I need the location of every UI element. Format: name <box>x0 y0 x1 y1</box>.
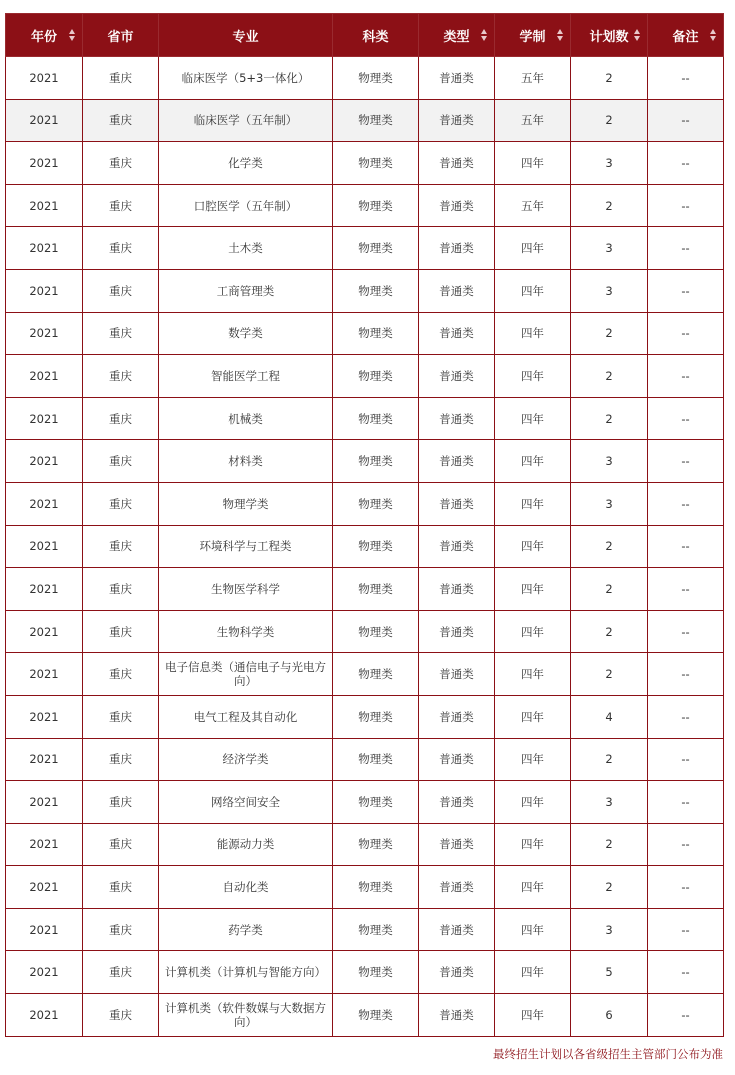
cell-col-plan-count: 3 <box>571 269 648 312</box>
cell-col-major: 临床医学（5+3一体化） <box>159 57 333 100</box>
cell-col-type: 普通类 <box>419 227 495 270</box>
cell-col-province: 重庆 <box>83 610 159 653</box>
cell-col-year: 2021 <box>6 57 83 100</box>
cell-col-duration: 四年 <box>495 397 571 440</box>
cell-col-major: 能源动力类 <box>159 823 333 866</box>
table-row <box>6 951 724 994</box>
cell-col-remarks: -- <box>648 695 724 738</box>
table-row <box>6 227 724 270</box>
cell-col-year: 2021 <box>6 823 83 866</box>
cell-col-major: 计算机类（计算机与智能方向） <box>159 951 333 994</box>
cell-col-type: 普通类 <box>419 397 495 440</box>
cell-col-major: 网络空间安全 <box>159 781 333 824</box>
cell-col-remarks: -- <box>648 142 724 185</box>
cell-col-year: 2021 <box>6 653 83 696</box>
cell-col-province: 重庆 <box>83 312 159 355</box>
cell-col-subject-category: 物理类 <box>333 440 419 483</box>
cell-col-remarks: -- <box>648 568 724 611</box>
cell-col-province: 重庆 <box>83 568 159 611</box>
table-row <box>6 57 724 100</box>
table-row <box>6 99 724 142</box>
table-row <box>6 482 724 525</box>
cell-col-year: 2021 <box>6 951 83 994</box>
cell-col-remarks: -- <box>648 99 724 142</box>
cell-col-plan-count: 2 <box>571 738 648 781</box>
cell-col-plan-count: 2 <box>571 610 648 653</box>
cell-col-major: 化学类 <box>159 142 333 185</box>
cell-col-duration: 四年 <box>495 866 571 909</box>
cell-col-duration: 四年 <box>495 227 571 270</box>
cell-col-plan-count: 3 <box>571 908 648 951</box>
cell-col-subject-category: 物理类 <box>333 738 419 781</box>
sort-arrows-icon[interactable] <box>69 28 77 42</box>
cell-col-subject-category: 物理类 <box>333 142 419 185</box>
cell-col-year: 2021 <box>6 397 83 440</box>
cell-col-major: 物理学类 <box>159 482 333 525</box>
cell-col-province: 重庆 <box>83 866 159 909</box>
cell-col-duration: 四年 <box>495 525 571 568</box>
cell-col-type: 普通类 <box>419 610 495 653</box>
cell-col-province: 重庆 <box>83 908 159 951</box>
cell-col-duration: 四年 <box>495 951 571 994</box>
cell-col-subject-category: 物理类 <box>333 57 419 100</box>
cell-col-remarks: -- <box>648 866 724 909</box>
cell-col-province: 重庆 <box>83 355 159 398</box>
cell-col-remarks: -- <box>648 57 724 100</box>
cell-col-remarks: -- <box>648 951 724 994</box>
cell-col-remarks: -- <box>648 994 724 1037</box>
table-row <box>6 440 724 483</box>
cell-col-subject-category: 物理类 <box>333 227 419 270</box>
cell-col-major: 药学类 <box>159 908 333 951</box>
cell-col-province: 重庆 <box>83 184 159 227</box>
cell-col-type: 普通类 <box>419 269 495 312</box>
cell-col-subject-category: 物理类 <box>333 951 419 994</box>
table-row <box>6 994 724 1037</box>
cell-col-duration: 四年 <box>495 823 571 866</box>
cell-col-duration: 四年 <box>495 695 571 738</box>
cell-col-province: 重庆 <box>83 482 159 525</box>
cell-col-plan-count: 2 <box>571 355 648 398</box>
cell-col-plan-count: 5 <box>571 951 648 994</box>
cell-col-remarks: -- <box>648 610 724 653</box>
cell-col-province: 重庆 <box>83 440 159 483</box>
header-label: 备注 <box>672 29 699 45</box>
cell-col-subject-category: 物理类 <box>333 823 419 866</box>
cell-col-plan-count: 2 <box>571 184 648 227</box>
cell-col-duration: 四年 <box>495 482 571 525</box>
cell-col-major: 环境科学与工程类 <box>159 525 333 568</box>
cell-col-remarks: -- <box>648 227 724 270</box>
cell-col-subject-category: 物理类 <box>333 994 419 1037</box>
cell-col-major: 自动化类 <box>159 866 333 909</box>
cell-col-major: 工商管理类 <box>159 269 333 312</box>
cell-col-province: 重庆 <box>83 142 159 185</box>
cell-col-remarks: -- <box>648 653 724 696</box>
cell-col-remarks: -- <box>648 184 724 227</box>
cell-col-type: 普通类 <box>419 482 495 525</box>
cell-col-duration: 五年 <box>495 184 571 227</box>
cell-col-remarks: -- <box>648 908 724 951</box>
cell-col-type: 普通类 <box>419 99 495 142</box>
cell-col-remarks: -- <box>648 312 724 355</box>
cell-col-plan-count: 6 <box>571 994 648 1037</box>
cell-col-major: 电子信息类（通信电子与光电方向） <box>159 653 333 696</box>
cell-col-province: 重庆 <box>83 823 159 866</box>
cell-col-type: 普通类 <box>419 653 495 696</box>
header-col-major <box>159 14 333 57</box>
header-label: 科类 <box>362 29 389 45</box>
header-col-year[interactable] <box>6 14 83 57</box>
cell-col-province: 重庆 <box>83 99 159 142</box>
cell-col-type: 普通类 <box>419 994 495 1037</box>
cell-col-major: 临床医学（五年制） <box>159 99 333 142</box>
cell-col-duration: 四年 <box>495 781 571 824</box>
cell-col-plan-count: 2 <box>571 823 648 866</box>
cell-col-year: 2021 <box>6 568 83 611</box>
cell-col-remarks: -- <box>648 823 724 866</box>
cell-col-subject-category: 物理类 <box>333 312 419 355</box>
cell-col-subject-category: 物理类 <box>333 695 419 738</box>
cell-col-year: 2021 <box>6 695 83 738</box>
table-row <box>6 610 724 653</box>
sort-arrows-icon[interactable] <box>634 28 642 42</box>
table-row <box>6 312 724 355</box>
table-body <box>6 57 724 1037</box>
cell-col-year: 2021 <box>6 994 83 1037</box>
cell-col-duration: 四年 <box>495 738 571 781</box>
cell-col-province: 重庆 <box>83 653 159 696</box>
plan-table-container <box>5 13 723 1037</box>
cell-col-plan-count: 2 <box>571 525 648 568</box>
cell-col-year: 2021 <box>6 610 83 653</box>
cell-col-province: 重庆 <box>83 738 159 781</box>
cell-col-type: 普通类 <box>419 568 495 611</box>
cell-col-type: 普通类 <box>419 440 495 483</box>
cell-col-duration: 四年 <box>495 610 571 653</box>
header-label: 学制 <box>519 29 546 45</box>
cell-col-type: 普通类 <box>419 184 495 227</box>
cell-col-major: 数学类 <box>159 312 333 355</box>
cell-col-plan-count: 3 <box>571 142 648 185</box>
cell-col-subject-category: 物理类 <box>333 525 419 568</box>
cell-col-plan-count: 2 <box>571 57 648 100</box>
cell-col-major: 口腔医学（五年制） <box>159 184 333 227</box>
sort-arrows-icon[interactable] <box>710 28 718 42</box>
table-row <box>6 142 724 185</box>
header-label: 专业 <box>232 29 259 45</box>
cell-col-year: 2021 <box>6 142 83 185</box>
cell-col-type: 普通类 <box>419 525 495 568</box>
cell-col-year: 2021 <box>6 908 83 951</box>
cell-col-type: 普通类 <box>419 57 495 100</box>
cell-col-duration: 四年 <box>495 142 571 185</box>
cell-col-remarks: -- <box>648 355 724 398</box>
cell-col-subject-category: 物理类 <box>333 355 419 398</box>
header-col-plan-count[interactable] <box>571 14 648 57</box>
cell-col-duration: 四年 <box>495 440 571 483</box>
cell-col-duration: 四年 <box>495 355 571 398</box>
table-row <box>6 355 724 398</box>
table-row <box>6 738 724 781</box>
cell-col-major: 经济学类 <box>159 738 333 781</box>
table-row <box>6 269 724 312</box>
header-col-type[interactable] <box>419 14 495 57</box>
cell-col-province: 重庆 <box>83 227 159 270</box>
cell-col-plan-count: 2 <box>571 99 648 142</box>
header-label: 年份 <box>30 29 57 45</box>
cell-col-year: 2021 <box>6 227 83 270</box>
cell-col-year: 2021 <box>6 866 83 909</box>
enrollment-plan-table <box>5 13 724 1037</box>
cell-col-year: 2021 <box>6 482 83 525</box>
cell-col-subject-category: 物理类 <box>333 568 419 611</box>
cell-col-remarks: -- <box>648 738 724 781</box>
cell-col-province: 重庆 <box>83 269 159 312</box>
cell-col-year: 2021 <box>6 440 83 483</box>
cell-col-type: 普通类 <box>419 695 495 738</box>
cell-col-major: 土木类 <box>159 227 333 270</box>
header-col-remarks[interactable] <box>648 14 724 57</box>
table-row <box>6 397 724 440</box>
header-col-province <box>83 14 159 57</box>
header-col-subject-category <box>333 14 419 57</box>
cell-col-remarks: -- <box>648 781 724 824</box>
cell-col-type: 普通类 <box>419 142 495 185</box>
cell-col-year: 2021 <box>6 781 83 824</box>
table-row <box>6 525 724 568</box>
cell-col-subject-category: 物理类 <box>333 653 419 696</box>
cell-col-province: 重庆 <box>83 951 159 994</box>
cell-col-remarks: -- <box>648 397 724 440</box>
cell-col-year: 2021 <box>6 312 83 355</box>
cell-col-plan-count: 2 <box>571 866 648 909</box>
cell-col-province: 重庆 <box>83 695 159 738</box>
cell-col-year: 2021 <box>6 355 83 398</box>
cell-col-province: 重庆 <box>83 397 159 440</box>
cell-col-remarks: -- <box>648 440 724 483</box>
cell-col-year: 2021 <box>6 184 83 227</box>
cell-col-plan-count: 3 <box>571 482 648 525</box>
cell-col-duration: 四年 <box>495 568 571 611</box>
cell-col-plan-count: 3 <box>571 781 648 824</box>
table-row <box>6 781 724 824</box>
cell-col-subject-category: 物理类 <box>333 482 419 525</box>
cell-col-remarks: -- <box>648 482 724 525</box>
cell-col-subject-category: 物理类 <box>333 99 419 142</box>
cell-col-subject-category: 物理类 <box>333 397 419 440</box>
cell-col-plan-count: 2 <box>571 312 648 355</box>
cell-col-subject-category: 物理类 <box>333 610 419 653</box>
cell-col-type: 普通类 <box>419 866 495 909</box>
cell-col-major: 生物科学类 <box>159 610 333 653</box>
cell-col-duration: 四年 <box>495 908 571 951</box>
cell-col-province: 重庆 <box>83 994 159 1037</box>
table-row <box>6 568 724 611</box>
cell-col-type: 普通类 <box>419 781 495 824</box>
table-row <box>6 695 724 738</box>
cell-col-major: 电气工程及其自动化 <box>159 695 333 738</box>
header-label: 计划数 <box>589 29 629 45</box>
cell-col-year: 2021 <box>6 269 83 312</box>
cell-col-subject-category: 物理类 <box>333 781 419 824</box>
cell-col-duration: 四年 <box>495 269 571 312</box>
cell-col-duration: 四年 <box>495 312 571 355</box>
cell-col-plan-count: 2 <box>571 568 648 611</box>
cell-col-major: 计算机类（软件数媒与大数据方向） <box>159 994 333 1037</box>
cell-col-province: 重庆 <box>83 57 159 100</box>
cell-col-major: 材料类 <box>159 440 333 483</box>
header-col-duration[interactable] <box>495 14 571 57</box>
cell-col-major: 智能医学工程 <box>159 355 333 398</box>
cell-col-year: 2021 <box>6 99 83 142</box>
cell-col-plan-count: 2 <box>571 653 648 696</box>
cell-col-subject-category: 物理类 <box>333 184 419 227</box>
cell-col-duration: 四年 <box>495 994 571 1037</box>
table-row <box>6 184 724 227</box>
cell-col-type: 普通类 <box>419 355 495 398</box>
cell-col-plan-count: 3 <box>571 227 648 270</box>
sort-arrows-icon[interactable] <box>481 28 489 42</box>
cell-col-subject-category: 物理类 <box>333 866 419 909</box>
footnote: 最终招生计划以各省级招生主管部门公布为准 <box>493 1047 723 1061</box>
table-row <box>6 653 724 696</box>
cell-col-subject-category: 物理类 <box>333 908 419 951</box>
cell-col-type: 普通类 <box>419 951 495 994</box>
table-row <box>6 823 724 866</box>
cell-col-type: 普通类 <box>419 823 495 866</box>
cell-col-duration: 四年 <box>495 653 571 696</box>
cell-col-province: 重庆 <box>83 781 159 824</box>
cell-col-plan-count: 3 <box>571 440 648 483</box>
cell-col-type: 普通类 <box>419 908 495 951</box>
table-row <box>6 866 724 909</box>
cell-col-duration: 五年 <box>495 57 571 100</box>
cell-col-duration: 五年 <box>495 99 571 142</box>
cell-col-subject-category: 物理类 <box>333 269 419 312</box>
sort-arrows-icon[interactable] <box>557 28 565 42</box>
cell-col-year: 2021 <box>6 738 83 781</box>
cell-col-province: 重庆 <box>83 525 159 568</box>
cell-col-remarks: -- <box>648 525 724 568</box>
cell-col-major: 生物医学科学 <box>159 568 333 611</box>
cell-col-major: 机械类 <box>159 397 333 440</box>
cell-col-type: 普通类 <box>419 738 495 781</box>
cell-col-plan-count: 2 <box>571 397 648 440</box>
cell-col-remarks: -- <box>648 269 724 312</box>
table-header-row <box>6 14 724 57</box>
header-label: 省市 <box>107 29 134 45</box>
table-row <box>6 908 724 951</box>
cell-col-type: 普通类 <box>419 312 495 355</box>
header-label: 类型 <box>443 29 470 45</box>
cell-col-year: 2021 <box>6 525 83 568</box>
cell-col-plan-count: 4 <box>571 695 648 738</box>
